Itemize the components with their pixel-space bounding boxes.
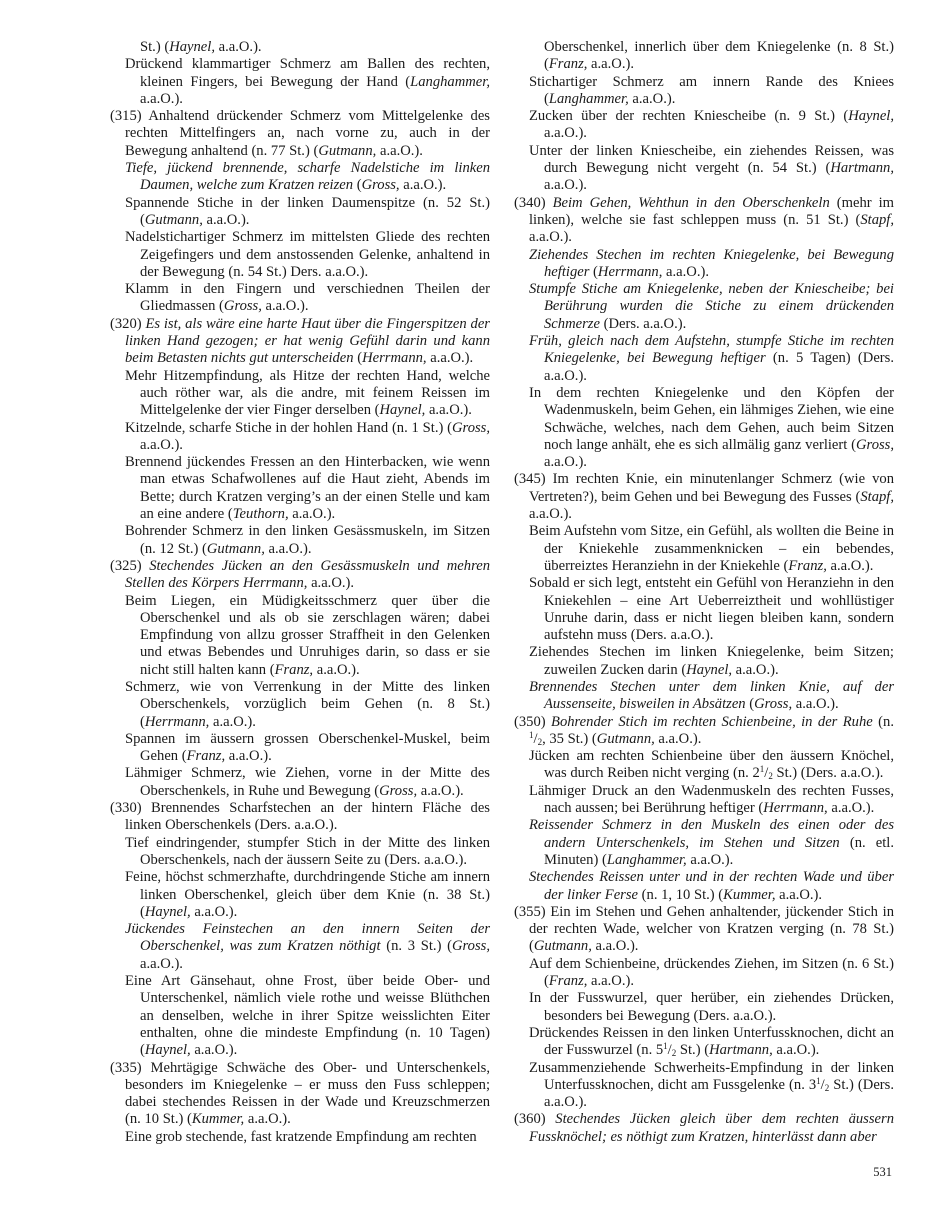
text-run: Gross, — [361, 177, 400, 194]
text-run: a.a.O.). — [426, 350, 474, 367]
numbered-entry — [514, 1111, 894, 1146]
symptom-entry — [110, 973, 490, 1059]
symptom-entry — [110, 56, 490, 108]
symptom-entry — [514, 333, 894, 385]
text-run: a.a.O.). — [307, 575, 355, 592]
text-run: a.a.O.). — [732, 661, 779, 678]
text-run: Franz, — [274, 661, 314, 678]
text-run: a.a.O.). — [190, 903, 238, 920]
text-run: (340) — [514, 194, 553, 211]
numbered-entry — [110, 1060, 490, 1129]
text-run: Klamm in den Fingern und verschiednen Theilen der Gliedmassen ( — [125, 281, 490, 315]
text-run: 1 — [529, 729, 534, 740]
text-run: Stechendes Jücken an den Gesässmuskeln und mehren Stellen des Körpers Herrmann, — [125, 557, 490, 592]
text-run: St.) (Ders. a.a.O.). — [772, 765, 884, 782]
text-run: 2 — [671, 1048, 677, 1059]
text-run: a.a.O.). — [140, 436, 183, 453]
text-run: Haynel, — [848, 108, 894, 125]
text-run: 2 — [537, 736, 543, 747]
text-run: Drückend klammartiger Schmerz am Ballen des rechten, kleinen Fingers, bei Bewegung der Hand ( — [125, 56, 490, 90]
text-run: (355) Ein im Stehen und Gehen anhaltender, jückender Stich in der rechten Wade, welcher von Kratzen verging (n. 78 St.) ( — [514, 903, 894, 955]
text-run: ( — [353, 350, 363, 367]
symptom-entry — [514, 956, 894, 991]
text-run: Teuthorn, — [232, 506, 289, 523]
numbered-entry — [110, 316, 490, 368]
text-run: Schmerz, wie von Verrenkung in der Mitte des linken Oberschenkels, vorzüglich beim Gehen (n. 8 St.) ( — [125, 678, 490, 730]
text-run: Beim Aufstehn vom Sitze, ein Gefühl, als wollten die Beine in der Kniekehle zusammenknicken – ein bebendes, überreiztes Heranziehn in der Kniekehle ( — [529, 523, 894, 574]
text-run: a.a.O.). — [225, 748, 272, 765]
text-run: (n. etl. Minuten) ( — [544, 834, 894, 868]
text-run: Gutmann, — [206, 540, 265, 557]
symptom-entry — [514, 783, 894, 818]
text-run: In der Fusswurzel, quer herüber, ein ziehendes Drücken, besonders bei Bewegung (Ders. a.a.O.). — [529, 990, 894, 1024]
text-run: Gross, — [452, 938, 490, 955]
symptom-entry — [514, 247, 894, 282]
symptom-entry — [514, 748, 894, 783]
symptom-entry — [514, 869, 894, 904]
text-run: ( — [745, 696, 755, 713]
text-run: a.a.O.). — [417, 782, 464, 799]
numbered-entry — [514, 714, 894, 749]
text-run: Franz, — [788, 557, 827, 574]
symptom-entry — [514, 644, 894, 679]
symptom-entry — [514, 817, 894, 869]
text-run: (325) — [110, 557, 150, 574]
text-run: (350) — [514, 713, 552, 730]
text-run: / — [667, 1042, 672, 1059]
text-run: a.a.O.). — [190, 1042, 238, 1059]
text-run: Gross, — [223, 298, 262, 315]
text-run: Langhammer, — [606, 851, 687, 868]
symptom-entry — [110, 593, 490, 679]
text-run: Zusammenziehende Schwerheits-Empfindung in der linken Unterfussknochen, dicht am Fussgelenke (n. 3 — [529, 1059, 894, 1093]
symptom-entry — [514, 281, 894, 333]
text-run: Es ist, als wäre eine harte Haut über die Fingerspitzen der linken Hand gezogen; er hat wenig Gefühl darin und kann beim Betasten nichts gut unterscheiden — [125, 315, 490, 367]
symptom-entry — [110, 420, 490, 455]
text-run: a.a.O.). — [376, 142, 423, 159]
text-run: Tief eindringender, stumpfer Stich in der Mitte des linken Oberschenkels, nach der äussern Seite zu (Ders. a.a.O.). — [125, 834, 490, 868]
left-column — [110, 39, 490, 1146]
symptom-entry — [110, 1129, 490, 1146]
text-run: (n. 1, 10 St.) ( — [638, 886, 724, 903]
text-run: Hartmann, — [830, 160, 894, 177]
page-number: 531 — [873, 1165, 892, 1179]
symptom-entry — [110, 679, 490, 731]
text-run: (mehr im linken), welche sie fast schleppen muss (n. 51 St.) ( — [529, 194, 894, 228]
symptom-entry — [514, 1060, 894, 1112]
symptom-entry — [514, 575, 894, 644]
text-run: a.a.O.). — [826, 557, 874, 574]
text-run: Brennend jückendes Fressen an den Hinterbacken, wie wenn man etwas Schafwollenes auf die Haut zieht, Abends im Bette; durch Kratzen verging’s an der einen Stelle und kam an eine andere ( — [125, 454, 490, 523]
text-run: Nadelstichartiger Schmerz im mittelsten Gliede des rechten Zeigefingers und dem anstossenden Gelenke, anhaltend in der Bewegung (n. 54 St.) Ders. a.a.O.). — [125, 229, 490, 280]
text-run: Brennendes Stechen unter dem linken Knie, auf der Aussenseite, bisweilen in Absätzen — [529, 678, 894, 713]
symptom-entry — [110, 523, 490, 558]
text-run: (315) Anhaltend drückender Schmerz vom Mittelgelenke des rechten Mittelfingers an, nach vorne zu, auch in der Bewegung anhaltend (n. 77 St.) ( — [110, 108, 490, 159]
text-run: Sobald er sich legt, entsteht ein Gefühl von Heranziehn in den Kniekehlen – eine Art Ueberreiztheit und wohllüstiger Unruhe darin, dass er nicht liegen bleiben kann, sondern aufstehn muss (Ders. a.a.O.). — [529, 575, 894, 644]
text-run: (330) Brennendes Scharfstechen an der hintern Fläche des linken Oberschenkels (Ders. a.a.O.). — [110, 800, 490, 834]
text-run: Beim Gehen, Wehthun in den Oberschenkeln — [552, 194, 830, 211]
text-run: Lähmiger Schmerz, wie Ziehen, vorne in der Mitte des Oberschenkels, in Ruhe und Bewegung ( — [125, 765, 490, 799]
text-run: a.a.O.). — [140, 955, 183, 972]
symptom-entry — [514, 385, 894, 471]
text-run: a.a.O.). — [529, 506, 572, 523]
text-run: Kummer, — [723, 886, 776, 903]
text-run: Stichartiger Schmerz am innern Rande des Kniees ( — [529, 73, 894, 107]
text-run: a.a.O.). — [587, 56, 634, 73]
symptom-entry — [514, 143, 894, 195]
text-run: Gross, — [379, 782, 418, 799]
symptom-entry — [514, 108, 894, 143]
symptom-entry — [514, 74, 894, 109]
text-run: a.a.O.). — [244, 1111, 291, 1128]
text-run: Herrmann, — [597, 263, 663, 280]
text-run: a.a.O.). — [662, 263, 709, 280]
text-run: Herrmann, — [763, 800, 828, 817]
symptom-entry — [110, 160, 490, 195]
text-run: 1 — [663, 1041, 668, 1052]
text-run: Haynel, — [144, 903, 191, 920]
text-run: Beim Liegen, ein Müdigkeitsschmerz quer über die Oberschenkel und als ob sie zerschlagen wären; dabei Empfindung von allzu grosser Straffheit in den Gelenken und etwas Bebendes und Unruhiges darin, so dass er sie nicht still halten kann ( — [125, 592, 490, 678]
symptom-entry — [514, 679, 894, 714]
symptom-entry — [514, 39, 894, 74]
text-run: a.a.O.). — [827, 800, 875, 817]
text-run: (Ders. a.a.O.). — [599, 315, 687, 332]
symptom-entry — [110, 454, 490, 523]
text-run: Eine Art Gänsehaut, ohne Frost, über beide Ober- und Unterschenkel, nämlich viele rothe und weisse Blüthchen an denselben, welche in ihrer Spitze weisslichten Eiter enthalten, ohne die mindeste Empfindung (n. 10 Tagen) ( — [125, 973, 490, 1059]
text-run: Gutmann, — [318, 142, 377, 159]
text-run: 1 — [816, 1075, 821, 1086]
numbered-entry — [514, 471, 894, 523]
text-run: a.a.O.). — [591, 938, 639, 955]
text-run: / — [533, 730, 538, 747]
text-run: a.a.O.). — [775, 886, 823, 903]
text-run: Spannen im äussern grossen Oberschenkel-Muskel, beim Gehen ( — [125, 730, 490, 765]
symptom-entry — [110, 765, 490, 800]
symptom-entry — [514, 1025, 894, 1060]
text-run: Spannende Stiche in der linken Daumenspitze (n. 52 St.) ( — [125, 194, 490, 228]
text-run: (n. 3 St.) ( — [380, 938, 452, 955]
text-run: a.a.O.). — [587, 973, 634, 990]
text-run: Gross, — [754, 696, 793, 713]
text-run: Franz, — [186, 748, 226, 765]
text-run: Haynel, — [144, 1042, 191, 1059]
text-run: Bohrender Schmerz in den linken Gesässmuskeln, im Sitzen (n. 12 St.) ( — [125, 523, 490, 557]
text-run: a.a.O.). — [654, 730, 702, 747]
text-run: Gross, — [452, 419, 490, 436]
text-run: St.) ( — [676, 1042, 710, 1059]
text-run: a.a.O.). — [209, 713, 256, 730]
text-run: Gross, — [856, 436, 894, 453]
text-run: 1 — [759, 764, 765, 775]
symptom-entry — [110, 195, 490, 230]
text-run: Früh, gleich nach dem Aufstehn, stumpfe Stiche im rechten Kniegelenke, bei Bewegung heftiger — [529, 333, 894, 367]
text-run: a.a.O.). — [261, 298, 309, 315]
text-run: Eine grob stechende, fast kratzende Empfindung am rechten — [125, 1128, 477, 1145]
text-run: Franz, — [548, 56, 588, 73]
text-run: St.) (Ders. a.a.O.). — [544, 1076, 894, 1111]
text-run: a.a.O.). — [544, 177, 587, 194]
text-run: Stapf, — [860, 211, 894, 228]
text-run: / — [820, 1076, 825, 1093]
text-run: Langhammer, — [548, 90, 629, 107]
text-run: (360) — [514, 1111, 556, 1128]
text-run: Zucken über der rechten Kniescheibe (n. 9 St.) ( — [529, 108, 849, 125]
text-run: Gutmann, — [596, 730, 655, 747]
symptom-entry — [110, 281, 490, 316]
text-run: a.a.O.). — [264, 540, 312, 557]
text-run: (320) — [110, 315, 146, 332]
text-run: Gutmann, — [533, 938, 592, 955]
text-run: 2 — [824, 1082, 830, 1093]
text-run: Bohrender Stich im rechten Schienbeine, in der Ruhe — [551, 713, 873, 730]
text-run: Hartmann, — [709, 1042, 773, 1059]
numbered-entry — [110, 558, 490, 593]
right-column — [514, 39, 894, 1146]
text-run: Oberschenkel, innerlich über dem Kniegelenke (n. 8 St.) ( — [544, 39, 894, 73]
text-run: , 35 St.) ( — [542, 730, 597, 747]
text-run: 2 — [768, 771, 773, 782]
text-run: Stechendes Jücken gleich über dem rechten äussern Fussknöchel; es nöthigt zum Kratzen, hinterlässt dann aber — [529, 1111, 894, 1145]
text-run: (n. 5 Tagen) (Ders. a.a.O.). — [544, 350, 894, 384]
text-run: Ziehendes Stechen im linken Kniegelenke, beim Sitzen; zuweilen Zucken darin ( — [529, 644, 894, 678]
text-run: a.a.O.). — [772, 1042, 820, 1059]
text-run: Unter der linken Kniescheibe, ein ziehendes Reissen, was durch Bewegung nicht vergeht (n. 54 St.) ( — [529, 142, 894, 177]
symptom-entry — [110, 229, 490, 281]
text-run: (335) Mehrtägige Schwäche des Ober- und Unterschenkels, besonders im Kniegelenke – er muss den Fuss schleppen; dabei stechendes Reissen in der Wade und Kreuzschmerzen (n. 10 St.) ( — [110, 1059, 490, 1128]
text-run: Mehr Hitzempfindung, als Hitze der rechten Hand, welche auch röther war, als die andre, mit feinem Reissen im Mittelgelenke der vier Finger derselben ( — [125, 367, 490, 419]
text-run: Stapf, — [860, 488, 894, 505]
text-run: a.a.O.). — [628, 90, 676, 107]
text-run: a.a.O.). — [529, 229, 572, 246]
symptom-entry — [514, 990, 894, 1025]
text-run: Franz, — [548, 973, 588, 990]
text-run: (n. — [872, 713, 894, 730]
text-run: a.a.O.). — [399, 177, 447, 194]
text-run: a.a.O.). — [288, 506, 336, 523]
text-run: Kitzelnde, scharfe Stiche in der hohlen Hand (n. 1 St.) ( — [125, 419, 453, 436]
text-run: Haynel, — [686, 661, 733, 678]
text-run: Haynel, — [379, 402, 426, 419]
text-run: a.a.O.). — [140, 90, 183, 107]
text-run: a.a.O.). — [544, 125, 587, 142]
text-run: a.a.O.). — [686, 851, 734, 868]
text-run: Reissender Schmerz in den Muskeln des einen oder des andern Unterschenkels, im Stehen und Sitzen — [529, 817, 894, 851]
numbered-entry — [514, 195, 894, 247]
symptom-entry — [110, 869, 490, 921]
text-run: a.a.O.). — [313, 661, 360, 678]
text-run: (345) Im rechten Knie, ein minutenlanger Schmerz (wie von Vertreten?), beim Gehen und bei Bewegung des Fusses ( — [514, 471, 894, 505]
text-run: a.a.O.). — [202, 211, 250, 228]
text-run: Jücken am rechten Schienbeine über den äussern Knöchel, was durch Reiben nicht verging (n. 2 — [529, 748, 894, 782]
symptom-entry — [514, 523, 894, 575]
symptom-entry — [110, 835, 490, 870]
symptom-entry — [110, 39, 490, 56]
text-run: ( — [589, 263, 598, 280]
text-run: Gutmann, — [144, 211, 203, 228]
numbered-entry — [110, 800, 490, 835]
text-run: a.a.O.). — [792, 696, 839, 713]
text-run: Jückendes Feinstechen an den innern Seiten der Oberschenkel, was zum Kratzen nöthigt — [125, 921, 490, 955]
symptom-entry — [110, 731, 490, 766]
text-run: Langhammer, — [410, 73, 490, 90]
text-run: a.a.O.). — [544, 454, 587, 471]
symptom-entry — [110, 921, 490, 973]
text-run: In dem rechten Kniegelenke und den Köpfen der Wadenmuskeln, beim Gehen, ein lähmiges Ziehen, wie eine Schwäche, welches, nach dem Gehen, auch beim Sitzen noch lange anhält, ehe es sich allmälig ganz verliert ( — [529, 384, 894, 453]
text-run: Lähmiger Druck an den Wadenmuskeln des rechten Fusses, nach aussen; bei Berührung heftiger ( — [529, 782, 894, 817]
text-run: / — [764, 765, 769, 782]
numbered-entry — [514, 904, 894, 956]
text-run: Stumpfe Stiche am Kniegelenke, neben der Kniescheibe; bei Berührung wurden die Stiche zu einem drückenden Schmerze — [529, 281, 894, 332]
text-run: Auf dem Schienbeine, drückendes Ziehen, im Sitzen (n. 6 St.) ( — [529, 955, 894, 990]
symptom-entry — [110, 368, 490, 420]
text-run: St.) ( — [140, 39, 170, 55]
text-run: a.a.O.). — [425, 402, 472, 419]
text-run: Kummer, — [191, 1111, 245, 1128]
text-run: Herrmann, — [144, 713, 210, 730]
text-run: Haynel, — [169, 39, 215, 55]
text-run: Drückendes Reissen in den linken Unterfussknochen, dicht an der Fusswurzel (n. 5 — [529, 1024, 894, 1059]
text-run: Feine, höchst schmerzhafte, durchdringende Stiche am innern linken Oberschenkel, gleich über dem Knie (n. 38 St.) ( — [125, 869, 490, 920]
text-run: Ziehendes Stechen im rechten Kniegelenke, bei Bewegung heftiger — [529, 246, 894, 280]
text-run: ( — [353, 177, 362, 194]
text-run: Herrmann, — [362, 350, 427, 367]
text-run: a.a.O.). — [214, 39, 262, 55]
text-run: Stechendes Reissen unter und in der rechten Wade und über der linker Ferse — [529, 869, 894, 903]
numbered-entry — [110, 108, 490, 160]
text-run: Tiefe, jückend brennende, scharfe Nadelstiche im linken Daumen, welche zum Kratzen reizen — [125, 160, 490, 194]
